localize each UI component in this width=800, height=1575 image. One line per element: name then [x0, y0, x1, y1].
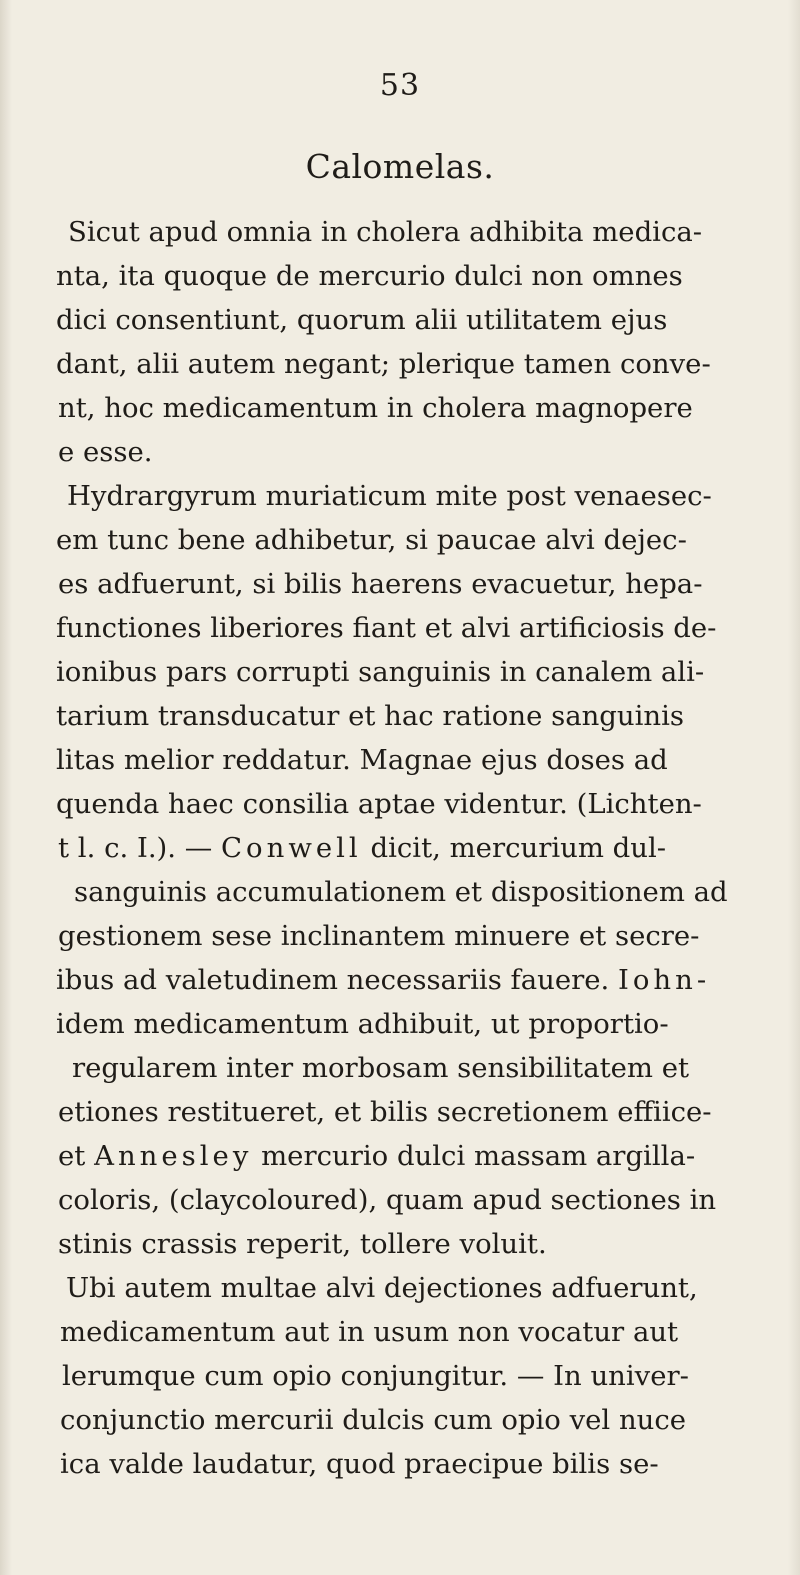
text-segment: mercurio dulci massam argilla- — [252, 1140, 696, 1172]
text-line: quenda haec consilia aptae videntur. (Lichten- — [56, 788, 702, 820]
text-line: gestionem sese inclinantem minuere et secre- — [58, 920, 700, 952]
section-heading: Calomelas. — [305, 147, 495, 186]
text-line: etiones restitueret, et bilis secretionem effiice- — [58, 1096, 712, 1128]
text-line: e esse. — [58, 436, 153, 468]
text-line: stinis crassis reperit, tollere voluit. — [58, 1228, 547, 1260]
page-right-edge-shadow — [788, 0, 800, 1575]
text-line: ionibus pars corrupti sanguinis in canalem ali- — [56, 656, 705, 688]
author-name-iohn: Iohn- — [618, 964, 711, 996]
text-line: medicamentum aut in usum non vocatur aut — [60, 1316, 679, 1348]
text-line — [56, 958, 710, 1002]
page-number: 53 — [379, 68, 421, 103]
text-line — [58, 1134, 695, 1178]
text-line: tarium transducatur et hac ratione sanguinis — [56, 700, 685, 732]
text-line: idem medicamentum adhibuit, ut proportio- — [56, 1008, 669, 1040]
text-line: Hydrargyrum muriaticum mite post venaesec- — [67, 480, 712, 512]
text-line — [58, 826, 666, 870]
text-line: es adfuerunt, si bilis haerens evacuetur, hepa- — [58, 568, 703, 600]
page-left-edge-shadow — [0, 0, 12, 1575]
text-line: em tunc bene adhibetur, si paucae alvi dejec- — [56, 524, 687, 556]
text-segment: t l. c. I.). — — [58, 832, 222, 864]
text-line: conjunctio mercurii dulcis cum opio vel nuce — [60, 1404, 687, 1436]
author-name-annesley: Annesley — [94, 1140, 253, 1172]
text-line: regularem inter morbosam sensibilitatem et — [72, 1052, 690, 1084]
text-line: functiones liberiores fiant et alvi artificiosis de- — [56, 612, 717, 644]
text-line: dant, alii autem negant; plerique tamen conve- — [56, 348, 711, 380]
text-line: Sicut apud omnia in cholera adhibita medica- — [68, 216, 703, 248]
text-line: ica valde laudatur, quod praecipue bilis se- — [60, 1448, 659, 1480]
text-line: litas melior reddatur. Magnae ejus doses ad — [56, 744, 668, 776]
text-line: coloris, (claycoloured), quam apud sectiones in — [58, 1184, 717, 1216]
text-line: lerumque cum opio conjungitur. — In univer- — [62, 1360, 689, 1392]
text-line: sanguinis accumulationem et dispositionem ad — [74, 876, 728, 908]
text-line: nt, hoc medicamentum in cholera magnopere — [58, 392, 693, 424]
text-segment: dicit, mercurium dul- — [361, 832, 667, 864]
text-segment: et — [58, 1140, 95, 1172]
text-line: dici consentiunt, quorum alii utilitatem ejus — [56, 304, 668, 336]
text-line: Ubi autem multae alvi dejectiones adfuerunt, — [66, 1272, 698, 1304]
author-name-conwell: Conwell — [221, 832, 362, 864]
text-segment: ibus ad valetudinem necessariis fauere. — [56, 964, 619, 996]
text-line: nta, ita quoque de mercurio dulci non omnes — [56, 260, 683, 292]
